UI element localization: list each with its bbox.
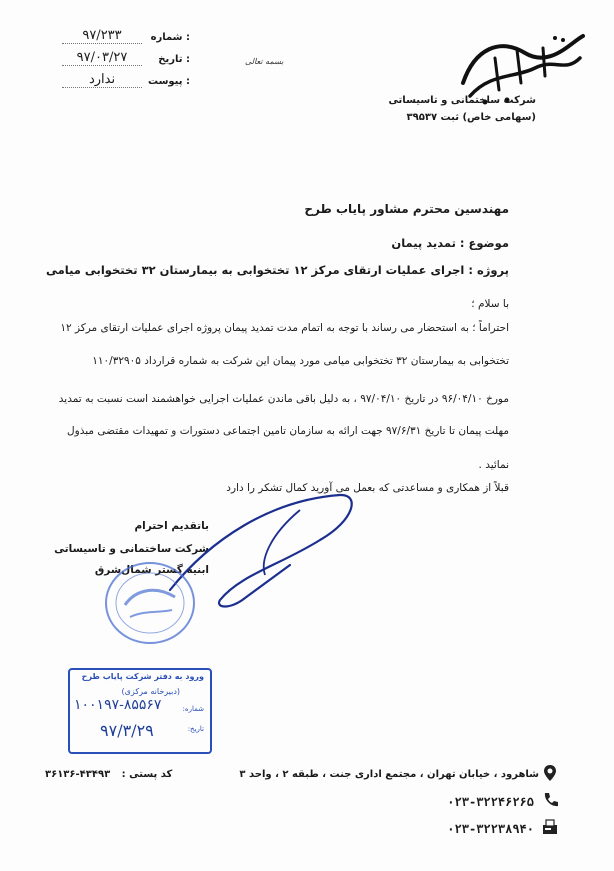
attachment-label: : پیوست bbox=[147, 76, 190, 87]
letter-date: ۹۷/۰۳/۲۷ bbox=[62, 50, 142, 66]
postal-code-label: کد پستی : bbox=[121, 769, 173, 780]
footer-fax: ۰۲۳-۳۲۲۳۸۹۴۰ bbox=[447, 822, 534, 836]
body-line: مورخ ۹۶/۰۴/۱۰ در تاریخ ۹۷/۰۴/۱۰ ، به دلیل باقی ماندن عملیات اجرایی خواهشمند است نسبت به تمدید bbox=[58, 393, 509, 405]
phone-icon bbox=[541, 791, 559, 809]
letter-meta bbox=[40, 28, 190, 94]
meta-date-row bbox=[40, 50, 190, 72]
receipt-number: ۱۰۰۱۹۷-۸۵۵۶۷ bbox=[74, 697, 162, 713]
company-name: شرکت ساختمانی و تاسیساتی bbox=[388, 95, 536, 106]
bismillah-mark: بسمه تعالی bbox=[245, 57, 284, 66]
subject: موضوع : تمدید پیمان bbox=[391, 236, 509, 250]
body-line: نمائید . bbox=[478, 459, 509, 471]
footer-phone: ۰۲۳-۳۲۲۴۶۲۶۵ bbox=[447, 795, 534, 809]
body-line: مهلت پیمان تا تاریخ ۹۷/۶/۳۱ جهت ارائه به سازمان تامین اجتماعی دستورات و تمهیدات مقتضی مبذول bbox=[67, 425, 509, 437]
receipt-date: ۹۷/۳/۲۹ bbox=[100, 721, 154, 740]
postal-code-block bbox=[45, 769, 172, 780]
body-line: احتراماً ؛ به استحضار می رساند با توجه به اتمام مدت تمدید پیمان پروژه اجرای عملیات ارتقای مرکز ۱۲ bbox=[60, 322, 509, 334]
receipt-stamp bbox=[68, 668, 212, 754]
receipt-date-label: تاریخ: bbox=[187, 725, 204, 733]
closing-company: شرکت ساختمانی و تاسیساتی bbox=[54, 543, 209, 555]
project-title: پروژه : اجرای عملیات ارتقای مرکز ۱۲ تختخوابی به بیمارستان ۳۲ تختخوابی میامی bbox=[46, 263, 509, 277]
footer-address: شاهرود ، خیابان تهران ، مجتمع اداری جنت ، طبقه ۲ ، واحد ۳ bbox=[239, 769, 539, 780]
thanks-line: قبلاً از همکاری و مساعدتی که بعمل می آورید کمال تشکر را دارد bbox=[226, 482, 509, 494]
postal-code: ۳۶۱۳۶-۴۳۴۹۳ bbox=[45, 769, 111, 780]
receipt-stamp-title: ورود به دفتر شرکت پایاب طرح bbox=[81, 672, 204, 681]
closing-regards: باتقدیم احترام bbox=[134, 520, 209, 532]
greeting: با سلام ؛ bbox=[471, 298, 509, 310]
closing-brand: ابنیه گستر شمال‌شرق bbox=[94, 564, 209, 576]
company-registration: (سهامی خاص) ثبت ۳۹۵۳۷ bbox=[406, 112, 536, 123]
receipt-number-label: شماره: bbox=[182, 705, 204, 713]
recipient: مهندسین محترم مشاور پایاب طرح bbox=[304, 202, 509, 216]
company-seal bbox=[100, 555, 200, 650]
letter-attachment: ندارد bbox=[62, 72, 142, 88]
letter-number: ۹۷/۲۳۳ bbox=[62, 28, 142, 44]
receipt-stamp-office: (دبیرخانه مرکزی) bbox=[121, 687, 180, 696]
meta-number-row bbox=[40, 28, 190, 50]
number-label: : شماره bbox=[150, 32, 190, 43]
date-label: : تاریخ bbox=[158, 54, 190, 65]
meta-attachment-row bbox=[40, 72, 190, 94]
location-icon bbox=[541, 764, 559, 782]
fax-icon bbox=[541, 818, 559, 836]
body-line: تختخوابی به بیمارستان ۳۲ تختخوابی میامی مورد پیمان این شرکت به شماره قرارداد ۱۱۰/۳۲۹۰۵ bbox=[92, 355, 509, 367]
